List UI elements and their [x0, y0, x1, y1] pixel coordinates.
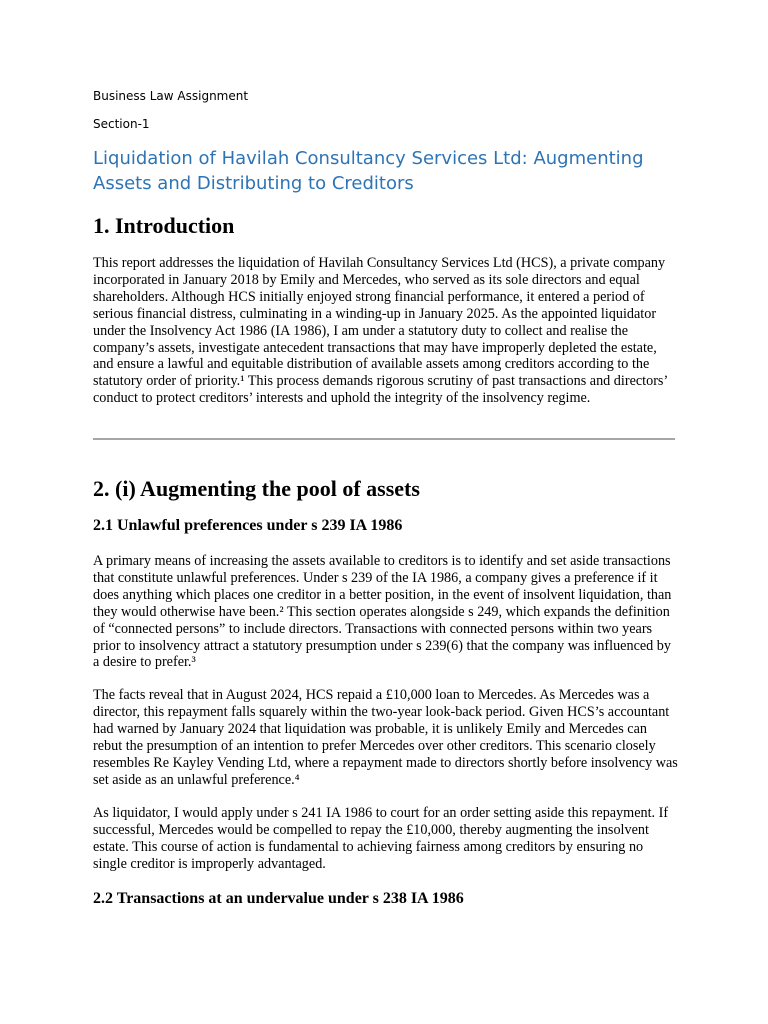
document-title: Liquidation of Havilah Consultancy Services Ltd: Augmenting Assets and Distributing to Creditors [93, 148, 644, 194]
paragraph-loan-repayment: The facts reveal that in August 2024, HCS repaid a £10,000 loan to Mercedes. As Mercedes was a director, this repayment falls squarely within the two-year look-back period. Given HCS’s accountant had warned by January 2024 that liquidation was probable, it is unlikely Emily and Mercedes can rebut the presumption of an intention to prefer Mercedes over other creditors. This scenario closely resembles Re Kayley Vending Ltd, where a repayment made to directors shortly before insolvency was set aside as an unlawful preference.⁴ [93, 687, 678, 788]
subsection-2-1-heading: 2.1 Unlawful preferences under s 239 IA 1986 [93, 517, 403, 534]
introduction-paragraph: This report addresses the liquidation of Havilah Consultancy Services Ltd (HCS), a private company incorporated in January 2018 by Emily and Mercedes, who served as its sole directors and equal shareholders. Although HCS initially enjoyed strong financial performance, it entered a period of serious financial distress, culminating in a winding-up in January 2025. As the appointed liquidator under the Insolvency Act 1986 (IA 1986), I am under a statutory duty to collect and realise the company’s assets, investigate antecedent transactions that may have improperly depleted the estate, and ensure a lawful and equitable distribution of available assets among creditors according to the statutory order of priority.¹ This process demands rigorous scrutiny of past transactions and directors’ conduct to protect creditors’ interests and uphold the integrity of the insolvency regime. [93, 255, 668, 407]
course-label: Business Law Assignment [93, 89, 249, 103]
section-2-heading: 2. (i) Augmenting the pool of assets [93, 476, 420, 501]
introduction-heading: 1. Introduction [93, 213, 235, 238]
paragraph-liquidator-action: As liquidator, I would apply under s 241 IA 1986 to court for an order setting aside this repayment. If successful, Mercedes would be compelled to repay the £10,000, thereby augmenting the insolvent estate. This course of action is fundamental to achieving fairness among creditors by ensuring no single creditor is improperly advantaged. [93, 805, 669, 872]
paragraph-preferences: A primary means of increasing the assets available to creditors is to identify and set aside transactions that constitute unlawful preferences. Under s 239 of the IA 1986, a company gives a preference if it does anything which places one creditor in a better position, in the event of insolvent liquidation, than they would otherwise have been.² This section operates alongside s 249, which expands the definition of “connected persons” to include directors. Transactions with connected persons within two years prior to insolvency attract a statutory presumption under s 239(6) that the company was influenced by a desire to prefer.³ [93, 553, 672, 671]
section-divider [93, 438, 675, 440]
subsection-2-2-heading: 2.2 Transactions at an undervalue under s 238 IA 1986 [93, 890, 464, 907]
section-label: Section-1 [93, 117, 150, 131]
